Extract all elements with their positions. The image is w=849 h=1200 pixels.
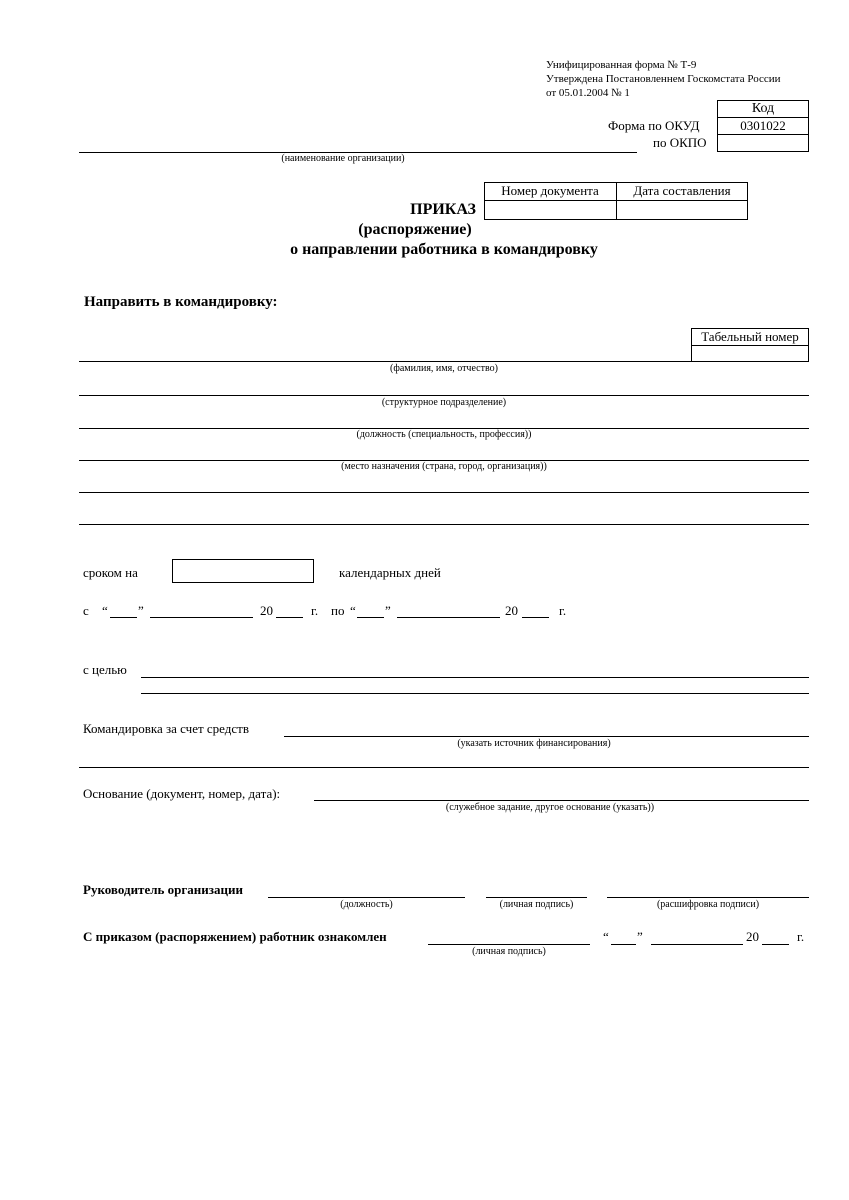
basis-label: Основание (документ, номер, дата): xyxy=(83,786,281,801)
funding-line[interactable] xyxy=(284,736,809,737)
purpose-line-1[interactable] xyxy=(141,677,809,678)
okpo-label: по ОКПО xyxy=(653,135,707,150)
division-line[interactable] xyxy=(79,395,809,396)
funding-label: Командировка за счет средств xyxy=(83,721,249,736)
okud-code-value[interactable]: 0301022 xyxy=(740,118,786,133)
form-approval-date: от 05.01.2004 № 1 xyxy=(546,87,630,99)
ack-day-line[interactable] xyxy=(611,944,636,945)
funding-extra-line[interactable] xyxy=(79,767,809,768)
date-to-label: по xyxy=(331,603,345,618)
date-from-year-suffix: г. xyxy=(311,603,319,618)
date-from-year-prefix: 20 xyxy=(260,603,273,618)
tab-number-value[interactable] xyxy=(691,346,809,361)
ack-quote-open: “ xyxy=(603,929,609,944)
fio-caption: (фамилия, имя, отчество) xyxy=(390,363,498,374)
doc-number-value[interactable] xyxy=(484,201,616,219)
head-decoding-caption: (расшифровка подписи) xyxy=(656,899,760,910)
position-caption: (должность (специальность, профессия)) xyxy=(356,429,532,440)
form-unified-label: Унифицированная форма № Т-9 xyxy=(546,59,697,71)
head-label: Руководитель организации xyxy=(83,882,243,897)
title-instruction: (распоряжение) xyxy=(358,221,472,238)
ack-signature-line[interactable] xyxy=(428,944,590,945)
funding-caption: (указать источник финансирования) xyxy=(457,738,611,749)
doc-number-header: Номер документа xyxy=(501,183,599,198)
destination-extra-line-2[interactable] xyxy=(79,524,809,525)
basis-caption: (служебное задание, другое основание (указать)) xyxy=(445,802,655,813)
date-from-day-line[interactable] xyxy=(110,617,137,618)
date-from-month-line[interactable] xyxy=(150,617,253,618)
okpo-code-value[interactable] xyxy=(717,135,809,151)
organization-name-caption: (наименование организации) xyxy=(281,153,405,164)
date-from-quote-open: “ xyxy=(102,603,108,618)
purpose-label: с целью xyxy=(83,662,127,677)
head-decoding-line[interactable] xyxy=(607,897,809,898)
title-subject: о направлении работника в командировку xyxy=(290,241,598,258)
ack-signature-caption: (личная подпись) xyxy=(472,946,546,957)
date-to-year-line[interactable] xyxy=(522,617,549,618)
head-position-caption: (должность) xyxy=(340,899,393,910)
ack-month-line[interactable] xyxy=(651,944,743,945)
head-signature-caption: (личная подпись) xyxy=(499,899,574,910)
date-to-quote-close: ” xyxy=(385,603,391,618)
form-approval-label: Утверждена Постановленнем Госкомстата России xyxy=(546,73,781,85)
send-label: Направить в командировку: xyxy=(84,294,278,310)
date-from-quote-close: ” xyxy=(138,603,144,618)
title-order: ПРИКАЗ xyxy=(410,201,476,218)
ack-label: С приказом (распоряжением) работник ознакомлен xyxy=(83,929,387,944)
term-prefix: сроком на xyxy=(83,565,138,580)
date-to-year-prefix: 20 xyxy=(505,603,518,618)
ack-quote-close: ” xyxy=(637,929,643,944)
ack-year-prefix: 20 xyxy=(746,929,759,944)
date-to-quote-open: “ xyxy=(350,603,356,618)
head-position-line[interactable] xyxy=(268,897,465,898)
doc-date-value[interactable] xyxy=(616,201,748,219)
term-suffix: календарных дней xyxy=(339,565,441,580)
ack-year-suffix: г. xyxy=(797,929,805,944)
destination-caption: (место назначения (страна, город, организация)) xyxy=(341,461,547,472)
okud-label: Форма по ОКУД xyxy=(608,118,700,133)
term-days-input[interactable] xyxy=(172,559,314,583)
date-to-month-line[interactable] xyxy=(397,617,500,618)
date-to-day-line[interactable] xyxy=(357,617,384,618)
kod-header: Код xyxy=(751,101,775,116)
division-caption: (структурное подразделение) xyxy=(381,397,507,408)
ack-year-line[interactable] xyxy=(762,944,789,945)
doc-date-header: Дата составления xyxy=(633,183,731,198)
date-from-year-line[interactable] xyxy=(276,617,303,618)
fio-line[interactable] xyxy=(79,361,809,362)
tab-number-header: Табельный номер xyxy=(701,329,799,344)
basis-line[interactable] xyxy=(314,800,809,801)
purpose-line-2[interactable] xyxy=(141,693,809,694)
date-to-year-suffix: г. xyxy=(559,603,567,618)
head-signature-line[interactable] xyxy=(486,897,587,898)
date-from-label: с xyxy=(83,603,89,618)
destination-extra-line-1[interactable] xyxy=(79,492,809,493)
